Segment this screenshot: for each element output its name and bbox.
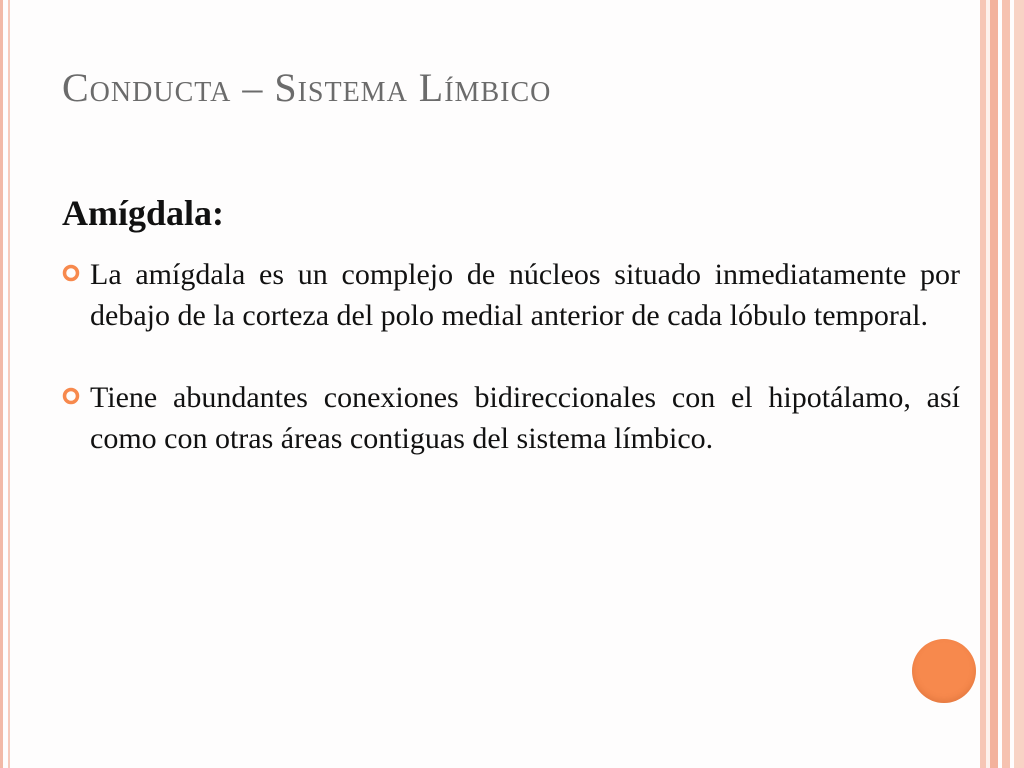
ring-bullet-icon: [62, 264, 80, 282]
bullet-item: [62, 377, 960, 459]
right-stripe: [990, 0, 998, 768]
right-stripe: [1014, 0, 1024, 768]
bullet-list: [62, 254, 960, 459]
ring-bullet-icon: [62, 387, 80, 405]
left-frame-inner-line: [8, 0, 10, 768]
slide-title: Conducta – Sistema Límbico: [62, 65, 552, 110]
section-heading: Amígdala:: [62, 193, 224, 233]
bullet-text: La amígdala es un complejo de núcleos situado inmediatamente por debajo de la corteza del polo medial anterior de cada lóbulo temporal.: [90, 258, 960, 332]
bullet-item: [62, 254, 960, 336]
bullet-text: Tiene abundantes conexiones bidireccionales con el hipotálamo, así como con otras áreas contiguas del sistema límbico.: [90, 381, 960, 455]
decorative-circle: [912, 639, 976, 703]
right-stripe: [1002, 0, 1010, 768]
left-frame-line: [0, 0, 3, 768]
